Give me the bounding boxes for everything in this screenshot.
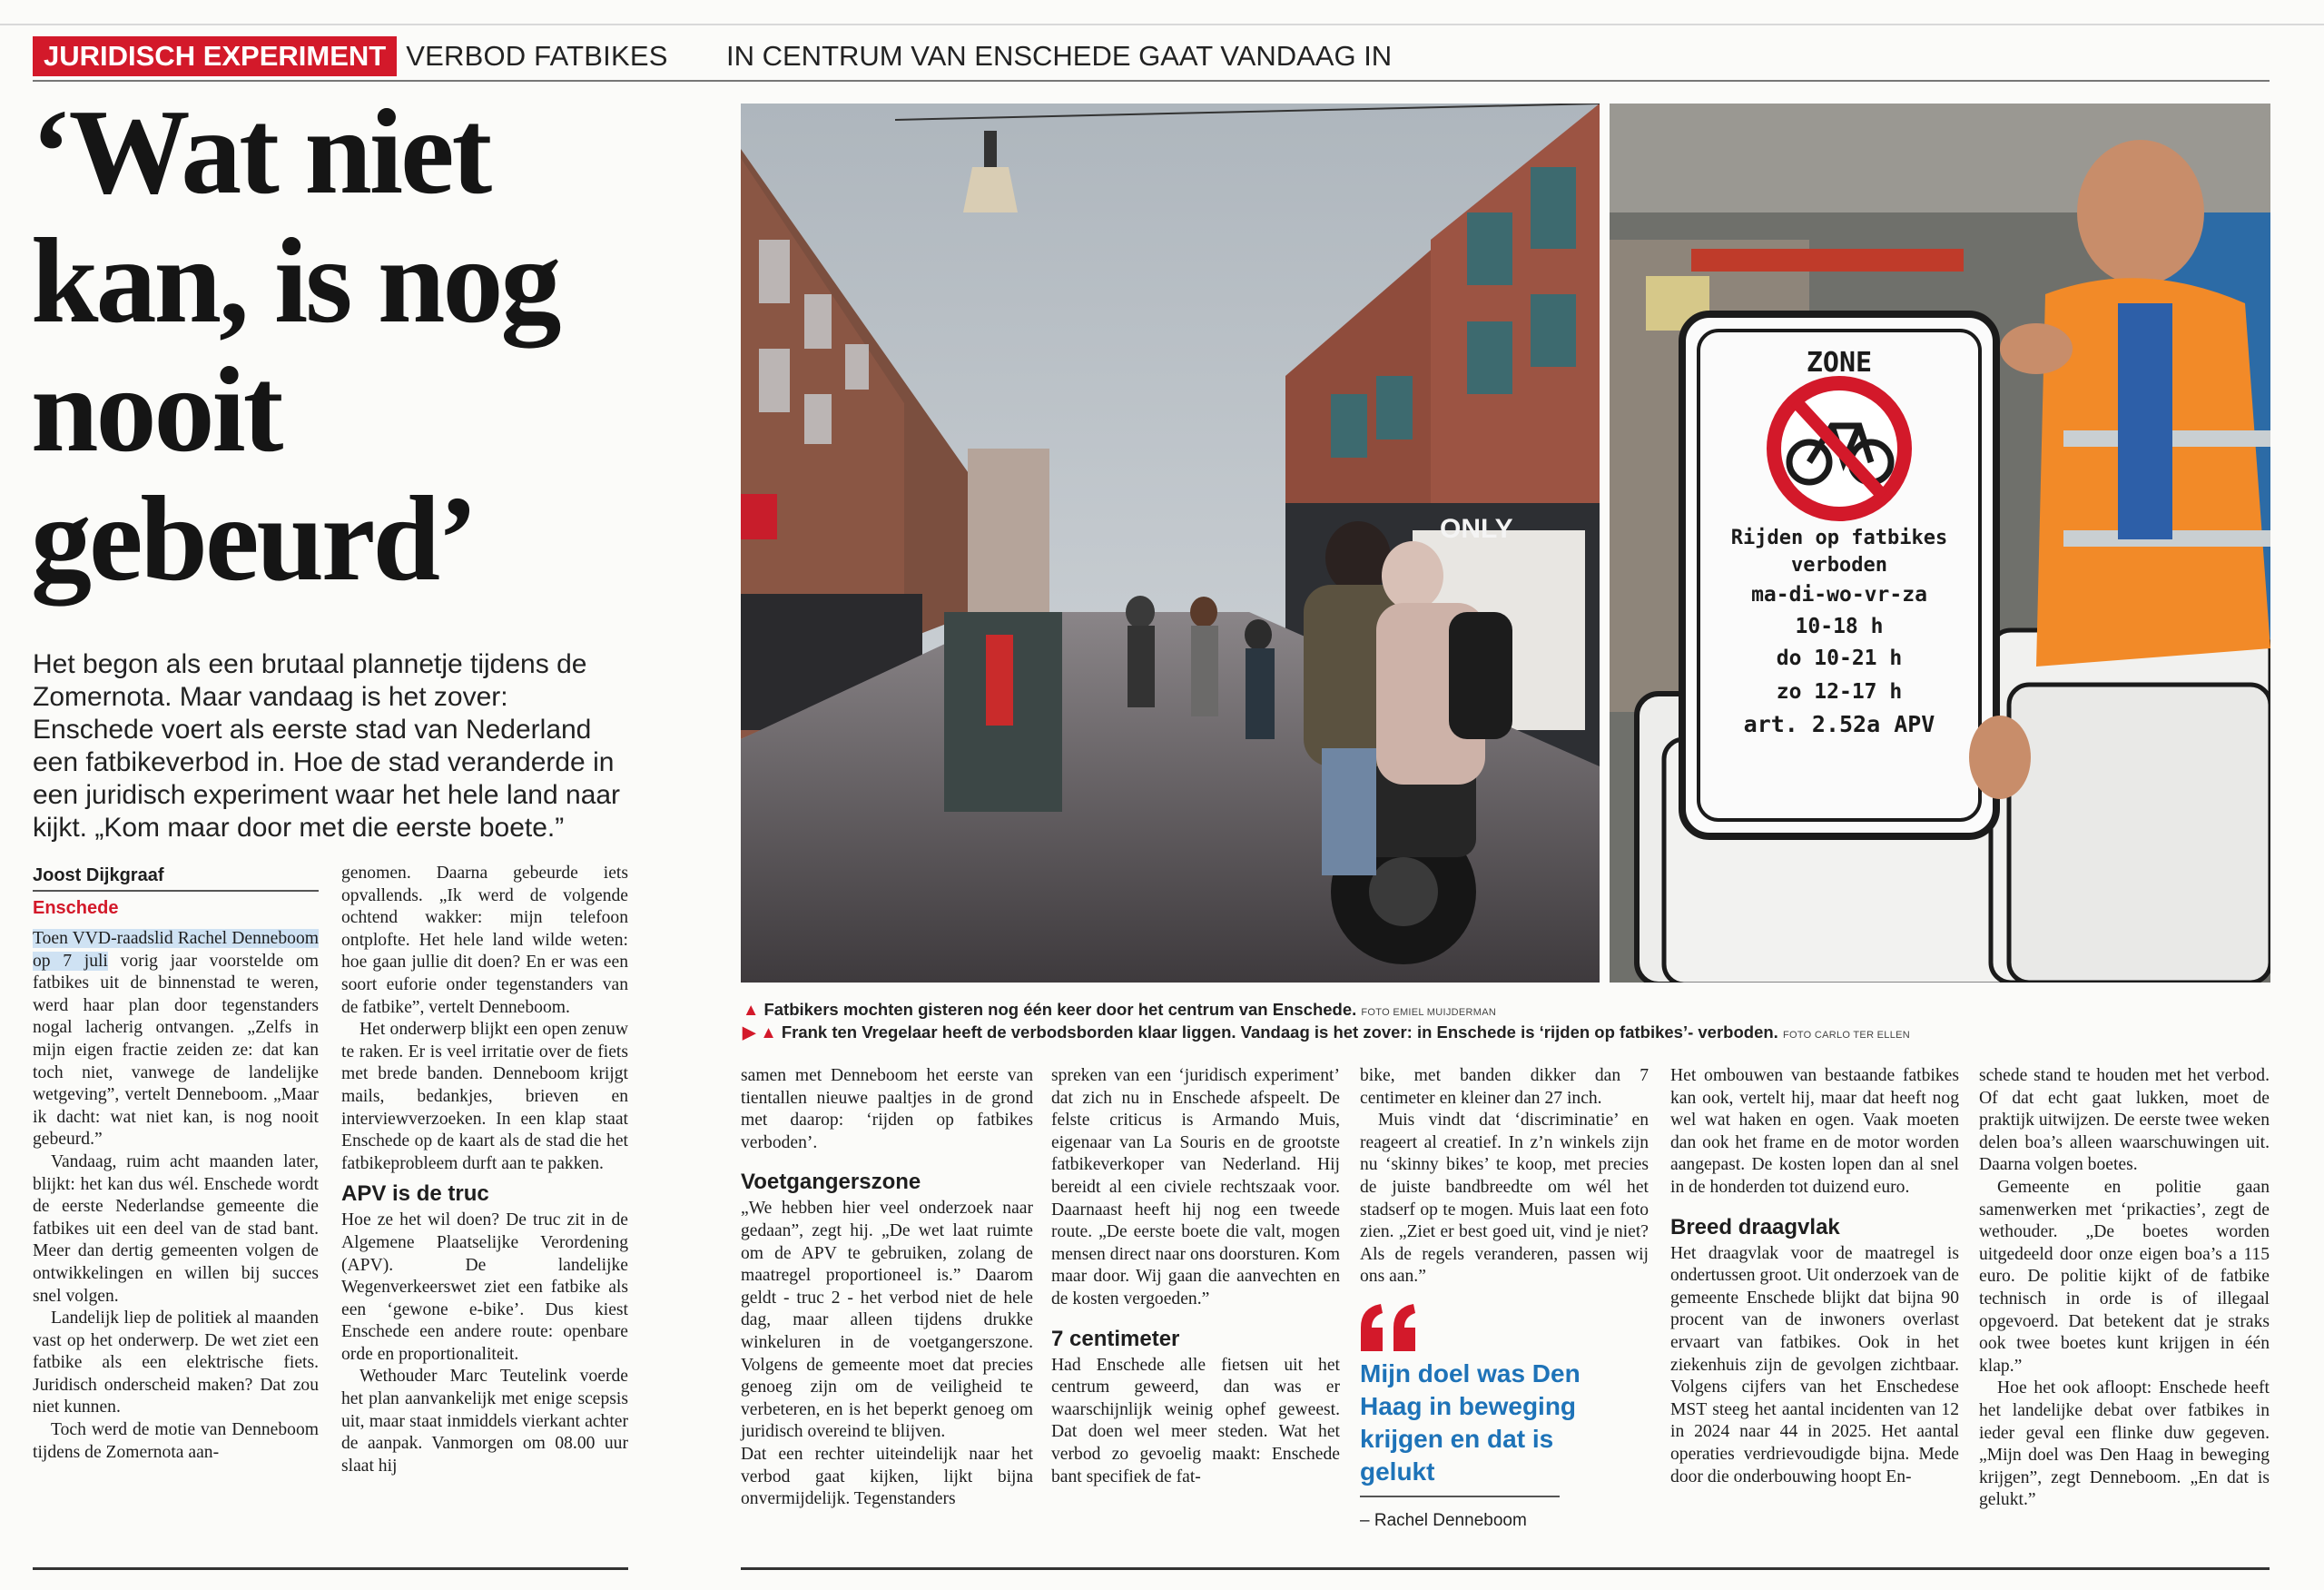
- article-column-1: [33, 864, 319, 1464]
- section-header: [33, 35, 668, 78]
- byline-rule: [33, 890, 319, 892]
- photo-caption-1: [743, 1000, 1496, 1020]
- paragraph: Gemeente en politie gaan samenwerken met ‘prikacties’, zegt de wethouder. „De boetes worden uitgedeeld door onze eigen boa’s a 115 euro. De politie kijkt of de fatbike technisch in orde is of illegaal opgevoerd. Dat betekent dat je straks ook twee boetes kunt krijgen in één klap.”: [1979, 1177, 2270, 1376]
- paragraph-text: vorig jaar voorstelde om fatbikes uit de binnenstad te weren, werd haar plan door tegenstanders nogal lacherig ontvangen. „Zelfs in mijn eigen fractie zeiden ze: dat kan toch niet, vanwege de landelijke wetgeving”, vertelt Denneboom. „Maar ik dacht: wat niet kan, is nog nooit gebeurd.”: [33, 951, 319, 1150]
- bottom-rule-right: [741, 1567, 2270, 1570]
- caption-text: Fatbikers mochten gisteren nog één keer door het centrum van Enschede.: [763, 1000, 1357, 1019]
- caption-credit: FOTO EMIEL MUIJDERMAN: [1361, 1007, 1497, 1018]
- paragraph: Muis vindt dat ‘discriminatie’ en reageert al creatief. In z’n winkels zijn nu ‘skinny bikes’ te koop, met precies de juiste bandbreedte om wél het stadserf op te mogen. Muis laat een foto zien. „Ziet er best goed uit, vind je niet? Als de regels veranderen, passen wij ons aan.”: [1360, 1111, 1649, 1287]
- header-rule: [33, 80, 2270, 82]
- paragraph: Toch werd de motie van Denneboom tijdens de Zomernota aan-: [33, 1420, 319, 1462]
- caption-marker: ▶ ▲: [743, 1022, 777, 1042]
- topic-label: VERBOD FATBIKES: [406, 40, 668, 72]
- paragraph: Hoe het ook afloopt: Enschede heeft het landelijke debat over fatbikes in ieder geval een flinke duw gegeven. „Mijn doel was Den Haag in beweging krijgen”, zegt Denneboom. „En dat is gelukt.”: [1979, 1378, 2270, 1510]
- paragraph: Vandaag, ruim acht maanden later, blijkt: het kan dus wél. Enschede wordt de eerste Nederlandse gemeente die fatbikes uit een deel van de stad bant. Meer dan dertig gemeenten volgen de ontwikkelingen en willen bij succes snel volgen.: [33, 1151, 319, 1306]
- subhead: APV is de truc: [341, 1181, 489, 1207]
- subhead: Breed draagvlak: [1670, 1214, 1840, 1239]
- quote-author: – Rachel Denneboom: [1360, 1511, 1527, 1530]
- pull-quote: Mijn doel was Den Haag in beweging krijgen en dat is gelukt: [1360, 1359, 1581, 1486]
- paragraph: Had Enschede alle fietsen uit het centrum geweerd, dan was er waarschijnlijk weinig ophef geweest. Dat doen wel meer steden. Wat het verbod zo gevoelig maakt: Enschede bant specifiek de fat-: [1051, 1355, 1340, 1486]
- paragraph: [33, 928, 319, 1151]
- highlighted-text[interactable]: Toen VVD-raadslid Rachel Denneboom op 7 juli: [33, 929, 319, 971]
- sign-photo: [1610, 104, 2270, 983]
- article-column-2: [341, 863, 628, 1477]
- caption-credit: FOTO CARLO TER ELLEN: [1782, 1030, 1911, 1041]
- paragraph: samen met Denneboom het eerste van tientallen nieuwe paaltjes in de grond met daarop: ‘rijden op fatbikes verboden’.: [741, 1066, 1033, 1152]
- paragraph: bike, met banden dikker dan 7 centimeter en kleiner dan 27 inch.: [1360, 1066, 1649, 1108]
- sign-zone-label: ZONE: [1806, 347, 1873, 379]
- top-border: [0, 24, 2324, 25]
- subhead: Voetgangerszone: [741, 1170, 921, 1195]
- subhead: 7 centimeter: [1051, 1326, 1180, 1351]
- paragraph: Dat een rechter uiteindelijk naar het verbod gaat kijken, lijkt bijna onvermijdelijk. Tegenstanders: [741, 1444, 1033, 1509]
- shop-sign: ONLY: [1440, 514, 1513, 544]
- svg-text:do 10-21 h: do 10-21 h: [1776, 647, 1903, 670]
- svg-text:zo 12-17 h: zo 12-17 h: [1776, 680, 1903, 704]
- paragraph: Wethouder Marc Teutelink voerde het plan aanvankelijk met enige scepsis uit, maar staat inmiddels vierkant achter de aanpak. Vanmorgen om 08.00 uur slaat hij: [341, 1367, 628, 1476]
- paragraph: Het onderwerp blijkt een open zenuw te raken. Er is veel irritatie over de fiets met brede banden. Denneboom krijgt mails, bedankjes, brieven en interviewverzoeken. In een klap staat Enschede op de kaart als de stad die het fatbikeprobleem durft aan te pakken.: [341, 1020, 628, 1173]
- svg-text:verboden: verboden: [1791, 554, 1887, 577]
- article-column-5: [1360, 1065, 1649, 1289]
- paragraph: Het ombouwen van bestaande fatbikes kan ook, vertelt hij, maar dat heeft nog wel wat haken en ogen. Vaak moeten dan ook het frame en de motor worden aangepast. De kosten lopen dan al snel in de honderden tot duizend euro.: [1670, 1066, 1959, 1197]
- byline-city: Enschede: [33, 898, 119, 918]
- caption-marker: ▲: [743, 1000, 760, 1019]
- svg-text:ma-di-wo-vr-za: ma-di-wo-vr-za: [1751, 583, 1927, 607]
- strapline: IN CENTRUM VAN ENSCHEDE GAAT VANDAAG IN: [726, 40, 1393, 72]
- paragraph: Hoe ze het wil doen? De truc zit in de Algemene Plaatselijke Verordening (APV). De landelijke Wegenverkeerswet ziet een fatbike als een ‘gewone e-bike’. Dus kiest Enschede een andere route: openbare orde en proportionaliteit.: [341, 1210, 628, 1364]
- paragraph: „We hebben hier veel onderzoek naar gedaan”, zegt hij. „De wet laat ruimte om de APV te gebruiken, zolang de maatregel proportioneel is.” Daarom geldt - truc 2 - het verbod niet de hele dag, maar alleen tijdens drukke winkeluren in de voetgangerszone. Volgens de gemeente moet dat precies genoeg zijn om de veiligheid te verbeteren, en is het beperkt genoeg om juridisch overeind te blijven.: [741, 1199, 1033, 1442]
- bottom-rule-left: [33, 1567, 628, 1570]
- byline-author: Joost Dijkgraaf: [33, 865, 164, 885]
- headline: ‘Wat niet kan, is nog nooit gebeurd’: [31, 84, 559, 606]
- paragraph: schede stand te houden met het verbod. Of dat echt gaat lukken, moet de praktijk uitwijzen. De eerste twee weken delen boa’s alleen waarschuwingen uit. Daarna volgen boetes.: [1979, 1066, 2270, 1175]
- quote-rule: [1360, 1496, 1560, 1497]
- photo-caption-2: [743, 1022, 1910, 1042]
- paragraph: Het draagvlak voor de maatregel is ondertussen groot. Uit onderzoek van de gemeente Enschede blijkt dat bijna 90 procent van de inwoners overlast ervaart van fatbikes. Ook in het ziekenhuis zijn de gevolgen zichtbaar. Volgens cijfers van het Enschedese MST steeg het aantal incidenten van 12 in 2024 naar 44 in 2025. Het aantal operaties verdrievoudigde bijna. Mede door die onderbouwing hoopt En-: [1670, 1243, 1959, 1486]
- quote-mark-icon: [1359, 1302, 1419, 1353]
- article-column-4: [1051, 1065, 1340, 1488]
- svg-text:10-18 h: 10-18 h: [1795, 615, 1884, 638]
- caption-text: Frank ten Vregelaar heeft de verbodsborden klaar liggen. Vandaag is het zover: in Enschede is ‘rijden op fatbikes’- verboden.: [781, 1022, 1778, 1042]
- paragraph: spreken van een ‘juridisch experiment’ dat zich nu in Enschede afspeelt. De felste criticus is Armando Muis, eigenaar van La Souris en de grootste fatbikeverkoper van Nederland. Hij bereidt al een civiele rechtszaak voor. Daarnaast heeft hij nog een tweede route. „De eerste boete die valt, mogen mensen direct naar ons doorsturen. Kom maar door. Wij gaan die aanvechten en de kosten vergoeden.”: [1051, 1066, 1340, 1309]
- svg-text:art. 2.52a APV: art. 2.52a APV: [1743, 711, 1935, 737]
- article-column-7: [1979, 1065, 2270, 1512]
- paragraph: Landelijk liep de politiek al maanden vast op het onderwerp. De wet ziet een fatbike als een elektrische fiets. Juridisch onderscheid maken? Dat zou niet kunnen.: [33, 1309, 319, 1417]
- street-photo: [741, 104, 1600, 983]
- article-column-6: [1670, 1065, 1959, 1488]
- kicker-label: JURIDISCH EXPERIMENT: [33, 36, 397, 76]
- svg-text:Rijden op fatbikes: Rijden op fatbikes: [1730, 527, 1948, 549]
- paragraph: genomen. Daarna gebeurde iets opvallends. „Ik werd de volgende ochtend wakker: mijn telefoon ontplofte. Het hele land wilde weten: hoe gaan jullie dit doen? En er was een soort euforie onder tegenstanders van de fatbike”, vertelt Denneboom.: [341, 864, 628, 1017]
- article-column-3: [741, 1065, 1033, 1511]
- fatbike-zone-sign: [1682, 314, 1996, 836]
- intro-text: Het begon als een brutaal plannetje tijdens de Zomernota. Maar vandaag is het zover: Enschede voert als eerste stad van Nederland een fatbikeverbod in. Hoe de stad veranderde in een juridisch experiment waar het hele land naar kijkt. „Kom maar door met die eerste boete.”: [33, 649, 621, 843]
